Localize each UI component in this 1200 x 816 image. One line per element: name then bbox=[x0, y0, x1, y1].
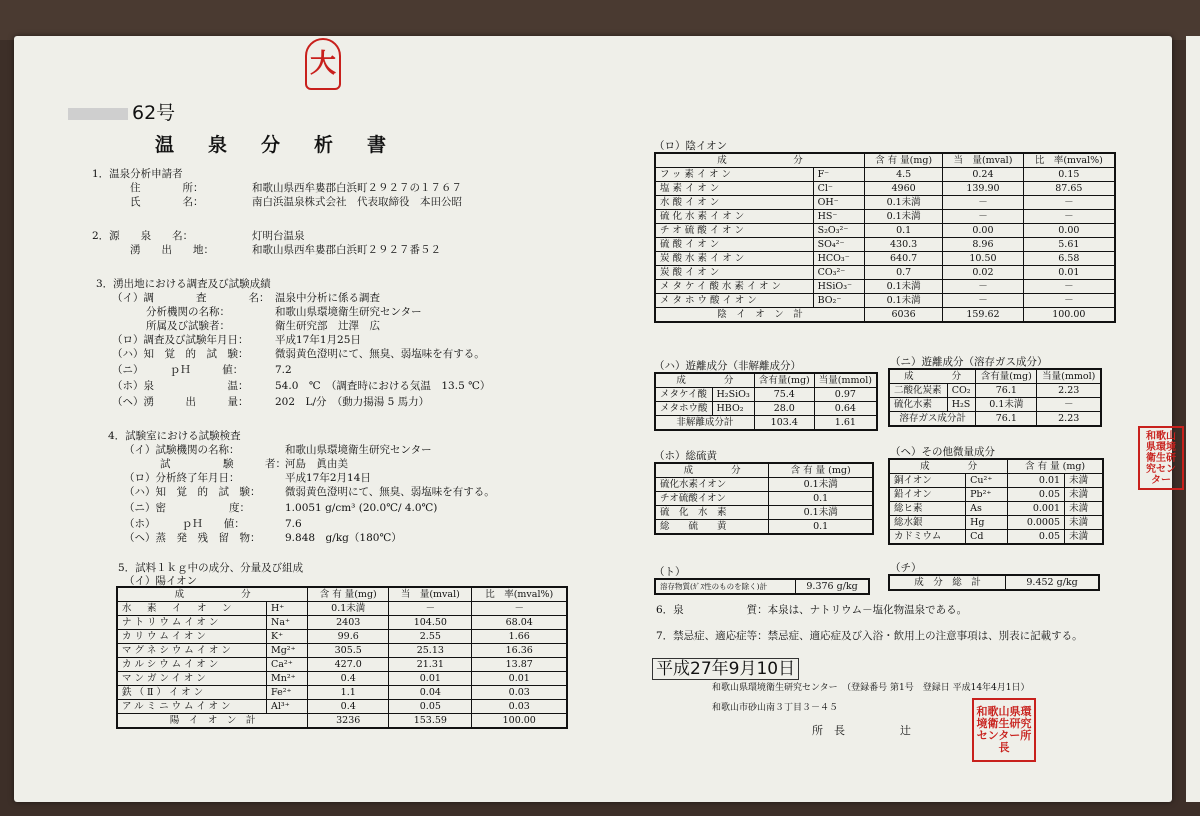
chi-label: （チ） bbox=[890, 562, 922, 574]
adjacent-board bbox=[1186, 36, 1200, 802]
sec1-name: 南白浜温泉株式会社 代表取締役 本田公昭 bbox=[252, 196, 462, 208]
header-cell: 当 量(mval) bbox=[389, 587, 472, 602]
qualifier: 未満 bbox=[1065, 530, 1103, 545]
sulfur-table bbox=[654, 462, 874, 535]
sec4-label: （ロ）分析終了年月日： bbox=[124, 472, 240, 484]
content-mg: 0.1 bbox=[865, 224, 943, 238]
qualifier: 未満 bbox=[1065, 488, 1103, 502]
total-cell: 6036 bbox=[865, 308, 943, 323]
gas-rows bbox=[889, 384, 1101, 412]
ion-symbol: Fe²⁺ bbox=[267, 686, 308, 700]
gas-table bbox=[888, 368, 1102, 427]
ratio-mval-pct: － bbox=[1023, 280, 1115, 294]
content-mg: 0.001 bbox=[1008, 502, 1065, 516]
sec3-heading: 3．湧出地における調査及び試験成績 bbox=[96, 278, 271, 290]
header-cell: 成 分 bbox=[889, 369, 976, 384]
table-total-row bbox=[655, 308, 1115, 323]
table-row bbox=[889, 516, 1103, 530]
formula: CO₂ bbox=[947, 384, 975, 398]
anion-rows bbox=[655, 168, 1115, 308]
anion-heading: （ロ）陰イオン bbox=[654, 140, 728, 152]
ion-symbol: Mg²⁺ bbox=[267, 644, 308, 658]
total-cell: 103.4 bbox=[754, 416, 814, 431]
content-mg: 0.1未満 bbox=[865, 280, 943, 294]
sec3-value: 202 L/分 （動力揚湯 5 馬力） bbox=[275, 396, 430, 408]
ion-symbol: Cl⁻ bbox=[813, 182, 864, 196]
formula: H₂SiO₃ bbox=[712, 388, 754, 402]
dissolved-label: 溶存物質(ｶﾞｽ性のものを除く)計 bbox=[655, 579, 796, 594]
ion-symbol: HS⁻ bbox=[813, 210, 864, 224]
table-row bbox=[117, 616, 567, 630]
ion-symbol: K⁺ bbox=[267, 630, 308, 644]
formula: HBO₂ bbox=[712, 402, 754, 416]
table-row bbox=[655, 224, 1115, 238]
qualifier: 未満 bbox=[1065, 502, 1103, 516]
sec2-place: 和歌山県西牟婁郡白浜町２９２７番５２ bbox=[252, 244, 441, 256]
sec3-label: 分析機関の名称： bbox=[146, 306, 230, 318]
table-header-row bbox=[655, 373, 877, 388]
table-row bbox=[655, 238, 1115, 252]
content-mg: 0.4 bbox=[308, 700, 389, 714]
content-mg: 0.01 bbox=[1008, 474, 1065, 488]
header-cell: 含 有 量(mg) bbox=[308, 587, 389, 602]
table-row bbox=[655, 402, 877, 416]
table-row bbox=[655, 388, 877, 402]
director-seal: 和歌山県環境衛生研究センター所長 bbox=[972, 698, 1036, 762]
component-name: チオ硫酸イオン bbox=[655, 492, 769, 506]
equiv-mval: － bbox=[943, 294, 1023, 308]
sec4-label: 試 験 者： bbox=[160, 458, 286, 470]
ion-name: 水 素 イ オ ン bbox=[117, 602, 267, 616]
sec3-label: （ヘ）湧 出 量： bbox=[112, 396, 249, 408]
header-cell: 当量(mmol) bbox=[1037, 369, 1101, 384]
content-mg: 0.05 bbox=[1008, 530, 1065, 545]
gas-heading: （ニ）遊離成分（溶存ガス成分） bbox=[890, 356, 1048, 368]
ion-symbol: Al³⁺ bbox=[267, 700, 308, 714]
ratio-mval-pct: 5.61 bbox=[1023, 238, 1115, 252]
header-cell: 成 分 bbox=[117, 587, 308, 602]
sec4-label: （ホ） ｐＨ 値： bbox=[124, 518, 245, 530]
sec3-value: 和歌山県環境衛生研究センター bbox=[275, 306, 422, 318]
sec3-label: （ニ） ｐＨ 値： bbox=[112, 364, 244, 376]
content-mg: 0.1未満 bbox=[769, 478, 873, 492]
page-title: 温泉分析書 bbox=[155, 134, 421, 156]
table-total-row bbox=[117, 714, 567, 729]
table-row bbox=[655, 210, 1115, 224]
component-name: 総水銀 bbox=[889, 516, 966, 530]
ratio-mval-pct: － bbox=[472, 602, 567, 616]
total-cell: 1.61 bbox=[814, 416, 877, 431]
total-cell: 153.59 bbox=[389, 714, 472, 729]
equiv-mval: 104.50 bbox=[389, 616, 472, 630]
issue-date: 平成27年9月10日 bbox=[652, 658, 799, 680]
table-header-row bbox=[655, 463, 873, 478]
top-seal: 大 bbox=[305, 38, 341, 90]
anion-table bbox=[654, 152, 1116, 323]
equiv-mval: 25.13 bbox=[389, 644, 472, 658]
ratio-mval-pct: 0.03 bbox=[472, 700, 567, 714]
ion-name: 硫酸イオン bbox=[655, 238, 813, 252]
component-name: 総ヒ素 bbox=[889, 502, 966, 516]
header-cell: 含 有 量 (mg) bbox=[1008, 459, 1103, 474]
table-row bbox=[117, 630, 567, 644]
content-mg: 0.1 bbox=[769, 492, 873, 506]
table-total-row bbox=[655, 416, 877, 431]
trace-table bbox=[888, 458, 1104, 545]
qualifier: 未満 bbox=[1065, 516, 1103, 530]
equiv-mval: 10.50 bbox=[943, 252, 1023, 266]
table-header-row bbox=[889, 369, 1101, 384]
content-mg: 640.7 bbox=[865, 252, 943, 266]
table-row bbox=[655, 520, 873, 535]
grand-total-value: 9.452 g/kg bbox=[1006, 575, 1099, 590]
table-header-row bbox=[117, 587, 567, 602]
sec4-label: （ニ）密 度： bbox=[124, 502, 250, 514]
ion-symbol: F⁻ bbox=[813, 168, 864, 182]
sec3-value: 平成17年1月25日 bbox=[275, 334, 361, 346]
equiv-mval: 0.05 bbox=[389, 700, 472, 714]
sec3-label: （イ）調 査 名： bbox=[112, 292, 270, 304]
content-mg: 4960 bbox=[865, 182, 943, 196]
header-cell: 比 率(mval%) bbox=[1023, 153, 1115, 168]
total-cell: 100.00 bbox=[1023, 308, 1115, 323]
content-mg: 0.1 bbox=[769, 520, 873, 535]
total-cell: 159.62 bbox=[943, 308, 1023, 323]
equiv-mmol: － bbox=[1037, 398, 1101, 412]
sec3-label: （ホ）泉 温： bbox=[112, 380, 249, 392]
ion-name: 炭酸イオン bbox=[655, 266, 813, 280]
total-cell: 100.00 bbox=[472, 714, 567, 729]
content-mg: 427.0 bbox=[308, 658, 389, 672]
total-cell: 3236 bbox=[308, 714, 389, 729]
table-row bbox=[117, 672, 567, 686]
table-row bbox=[655, 252, 1115, 266]
ion-symbol: H⁺ bbox=[267, 602, 308, 616]
nondiss-heading: （ハ）遊離成分（非解離成分） bbox=[654, 360, 801, 372]
symbol: Hg bbox=[966, 516, 1008, 530]
equiv-mval: 8.96 bbox=[943, 238, 1023, 252]
table-row bbox=[655, 294, 1115, 308]
ion-symbol: Na⁺ bbox=[267, 616, 308, 630]
formula: H₂S bbox=[947, 398, 975, 412]
sec4-label: （ヘ）蒸 発 残 留 物： bbox=[124, 532, 261, 544]
ratio-mval-pct: 16.36 bbox=[472, 644, 567, 658]
sec3-label: 所属及び試験者： bbox=[146, 320, 230, 332]
ion-name: チオ硫酸イオン bbox=[655, 224, 813, 238]
grand-total-table bbox=[888, 574, 1100, 591]
table-row bbox=[889, 474, 1103, 488]
ratio-mval-pct: － bbox=[1023, 294, 1115, 308]
content-mg: 4.5 bbox=[865, 168, 943, 182]
sec4-label: （ハ）知 覚 的 試 験： bbox=[124, 486, 261, 498]
header-cell: 成 分 bbox=[655, 153, 865, 168]
org-line: 和歌山県環境衛生研究センター （登録番号 第1号 登録日 平成14年4月1日） bbox=[712, 683, 1030, 693]
total-label: 非解離成分計 bbox=[655, 416, 754, 431]
sec6-text: 6．泉 質：本泉は、ナトリウム－塩化物温泉である。 bbox=[656, 604, 968, 616]
content-mg: 0.1未満 bbox=[769, 506, 873, 520]
ratio-mval-pct: 1.66 bbox=[472, 630, 567, 644]
component-name: 鉛イオン bbox=[889, 488, 966, 502]
content-mg: 0.1未満 bbox=[865, 196, 943, 210]
equiv-mval: 0.01 bbox=[389, 672, 472, 686]
header-cell: 成 分 bbox=[655, 463, 769, 478]
table-row bbox=[117, 686, 567, 700]
nondiss-rows bbox=[655, 388, 877, 416]
ion-name: 炭酸水素イオン bbox=[655, 252, 813, 266]
table-row bbox=[655, 266, 1115, 280]
sulfur-heading: （ホ）総硫黄 bbox=[654, 450, 717, 462]
header-cell: 含 有 量 (mg) bbox=[769, 463, 873, 478]
ratio-mval-pct: 0.03 bbox=[472, 686, 567, 700]
content-mg: 0.1未満 bbox=[308, 602, 389, 616]
org-address: 和歌山市砂山南３丁目３－４５ bbox=[712, 703, 839, 713]
content-mg: 0.1未満 bbox=[865, 210, 943, 224]
ion-name: フッ素イオン bbox=[655, 168, 813, 182]
equiv-mmol: 0.97 bbox=[814, 388, 877, 402]
component-name: 総 硫 黄 bbox=[655, 520, 769, 535]
component-name: 硫化水素 bbox=[889, 398, 947, 412]
component-name: 硫 化 水 素 bbox=[655, 506, 769, 520]
table-row bbox=[655, 478, 873, 492]
component-name: 二酸化炭素 bbox=[889, 384, 947, 398]
component-name: 硫化水素イオン bbox=[655, 478, 769, 492]
ion-name: カルシウムイオン bbox=[117, 658, 267, 672]
ratio-mval-pct: 0.00 bbox=[1023, 224, 1115, 238]
grand-total-label: 成 分 総 計 bbox=[889, 575, 1006, 590]
symbol: Cd bbox=[966, 530, 1008, 545]
sec1-heading: 1．温泉分析申請者 bbox=[92, 168, 183, 180]
sec3-value: 衛生研究部 辻澤 広 bbox=[275, 320, 380, 332]
sec4-heading: 4．試験室における試験検査 bbox=[108, 430, 241, 442]
sec4-value: 微弱黄色澄明にて、無臭、弱塩味を有する。 bbox=[285, 486, 495, 498]
dissolved-value: 9.376 g/kg bbox=[796, 579, 869, 594]
table-header-row bbox=[889, 459, 1103, 474]
content-mg: 0.05 bbox=[1008, 488, 1065, 502]
equiv-mval: － bbox=[943, 280, 1023, 294]
sec4-value: 平成17年2月14日 bbox=[285, 472, 371, 484]
sec2-place-label: 湧 出 地： bbox=[130, 244, 214, 256]
equiv-mval: 0.04 bbox=[389, 686, 472, 700]
ion-name: アルミニウムイオン bbox=[117, 700, 267, 714]
ion-name: ナトリウムイオン bbox=[117, 616, 267, 630]
total-label: 陽 イ オ ン 計 bbox=[117, 714, 308, 729]
sec1-addr: 和歌山県西牟婁郡白浜町２９２７の１７６７ bbox=[252, 182, 462, 194]
table-row bbox=[117, 602, 567, 616]
sec4-value: 和歌山県環境衛生研究センター bbox=[285, 444, 432, 456]
table-row bbox=[655, 579, 869, 594]
sec5-heading: 5．試料１ｋｇ中の成分、分量及び組成 bbox=[118, 562, 304, 574]
equiv-mmol: 2.23 bbox=[1037, 384, 1101, 398]
dissolved-total-table bbox=[654, 578, 870, 595]
to-label: （ト） bbox=[654, 566, 686, 578]
ratio-mval-pct: 0.01 bbox=[472, 672, 567, 686]
ratio-mval-pct: 87.65 bbox=[1023, 182, 1115, 196]
ion-name: 塩素イオン bbox=[655, 182, 813, 196]
qualifier: 未満 bbox=[1065, 474, 1103, 488]
total-cell: 76.1 bbox=[976, 412, 1037, 427]
equiv-mval: 21.31 bbox=[389, 658, 472, 672]
sec1-name-label: 氏 名： bbox=[130, 196, 204, 208]
side-seal: 和歌山県環境衛生研究センター bbox=[1138, 426, 1184, 490]
equiv-mval: 139.90 bbox=[943, 182, 1023, 196]
sec2-heading: 2．源 泉 名： bbox=[92, 230, 194, 242]
ratio-mval-pct: 68.04 bbox=[472, 616, 567, 630]
content-mg: 0.1未満 bbox=[865, 294, 943, 308]
ratio-mval-pct: 6.58 bbox=[1023, 252, 1115, 266]
ion-name: 水酸イオン bbox=[655, 196, 813, 210]
table-row bbox=[117, 644, 567, 658]
content-mg: 0.7 bbox=[865, 266, 943, 280]
equiv-mval: － bbox=[943, 210, 1023, 224]
sec3-value: 7.2 bbox=[275, 364, 292, 376]
header-cell: 比 率(mval%) bbox=[472, 587, 567, 602]
component-name: メタケイ酸 bbox=[655, 388, 712, 402]
content-mg: 2403 bbox=[308, 616, 389, 630]
equiv-mmol: 0.64 bbox=[814, 402, 877, 416]
ion-symbol: BO₂⁻ bbox=[813, 294, 864, 308]
sec3-label: （ハ）知 覚 的 試 験： bbox=[112, 348, 249, 360]
ratio-mval-pct: － bbox=[1023, 196, 1115, 210]
nondiss-table bbox=[654, 372, 878, 431]
content-mg: 75.4 bbox=[754, 388, 814, 402]
content-mg: 28.0 bbox=[754, 402, 814, 416]
sec3-value: 微弱黄色澄明にて、無臭、弱塩味を有する。 bbox=[275, 348, 485, 360]
table-row bbox=[889, 488, 1103, 502]
header-cell: 含有量(mg) bbox=[754, 373, 814, 388]
table-header-row bbox=[655, 153, 1115, 168]
sec2-source: 灯明台温泉 bbox=[252, 230, 305, 242]
table-row bbox=[889, 384, 1101, 398]
symbol: As bbox=[966, 502, 1008, 516]
content-mg: 0.1未満 bbox=[976, 398, 1037, 412]
sec7-text: 7．禁忌症、適応症等：禁忌症、適応症及び入浴・飲用上の注意事項は、別表に記載する。 bbox=[656, 630, 1083, 642]
header-cell: 当量(mmol) bbox=[814, 373, 877, 388]
equiv-mval: － bbox=[389, 602, 472, 616]
ion-name: メタケイ酸水素イオン bbox=[655, 280, 813, 294]
ion-symbol: Mn²⁺ bbox=[267, 672, 308, 686]
table-row bbox=[889, 575, 1099, 590]
ratio-mval-pct: 13.87 bbox=[472, 658, 567, 672]
component-name: 銅イオン bbox=[889, 474, 966, 488]
table-row bbox=[117, 700, 567, 714]
ion-name: マグネシウムイオン bbox=[117, 644, 267, 658]
equiv-mval: 0.00 bbox=[943, 224, 1023, 238]
total-label: 溶存ガス成分計 bbox=[889, 412, 976, 427]
total-label: 陰 イ オ ン 計 bbox=[655, 308, 865, 323]
equiv-mval: － bbox=[943, 196, 1023, 210]
ion-name: 鉄（Ⅱ）イオン bbox=[117, 686, 267, 700]
cation-subheading: （イ）陽イオン bbox=[124, 575, 198, 587]
sec4-value: 7.6 bbox=[285, 518, 302, 530]
ratio-mval-pct: 0.15 bbox=[1023, 168, 1115, 182]
sulfur-rows bbox=[655, 478, 873, 535]
sec1-addr-label: 住 所： bbox=[130, 182, 204, 194]
header-cell: 成 分 bbox=[889, 459, 1008, 474]
ion-name: マンガンイオン bbox=[117, 672, 267, 686]
equiv-mval: 0.24 bbox=[943, 168, 1023, 182]
component-name: カドミウム bbox=[889, 530, 966, 545]
ratio-mval-pct: － bbox=[1023, 210, 1115, 224]
sec4-label: （イ）試験機関の名称： bbox=[124, 444, 240, 456]
content-mg: 99.6 bbox=[308, 630, 389, 644]
header-cell: 含有量(mg) bbox=[976, 369, 1037, 384]
content-mg: 76.1 bbox=[976, 384, 1037, 398]
sec4-value: 9.848 g/kg（180℃） bbox=[285, 532, 402, 544]
director-line: 所 長 辻 bbox=[812, 724, 911, 737]
header-cell: 当 量(mval) bbox=[943, 153, 1023, 168]
trace-rows bbox=[889, 474, 1103, 545]
total-cell: 2.23 bbox=[1037, 412, 1101, 427]
header-cell: 含 有 量(mg) bbox=[865, 153, 943, 168]
table-row bbox=[655, 182, 1115, 196]
table-row bbox=[655, 280, 1115, 294]
content-mg: 0.4 bbox=[308, 672, 389, 686]
ion-symbol: OH⁻ bbox=[813, 196, 864, 210]
component-name: メタホウ酸 bbox=[655, 402, 712, 416]
ion-symbol: S₂O₃²⁻ bbox=[813, 224, 864, 238]
table-row bbox=[889, 530, 1103, 545]
equiv-mval: 2.55 bbox=[389, 630, 472, 644]
sec4-value: 1.0051 g/cm³ (20.0℃/ 4.0℃) bbox=[285, 502, 438, 514]
sec3-value: 54.0 ℃ （調査時における気温 13.5 ℃） bbox=[275, 380, 491, 392]
content-mg: 0.0005 bbox=[1008, 516, 1065, 530]
ion-name: 硫化水素イオン bbox=[655, 210, 813, 224]
table-row bbox=[889, 398, 1101, 412]
content-mg: 430.3 bbox=[865, 238, 943, 252]
ion-name: メタホウ酸イオン bbox=[655, 294, 813, 308]
table-row bbox=[655, 168, 1115, 182]
symbol: Pb²⁺ bbox=[966, 488, 1008, 502]
header-cell: 成 分 bbox=[655, 373, 754, 388]
sec3-value: 温泉中分析に係る調査 bbox=[275, 292, 380, 304]
symbol: Cu²⁺ bbox=[966, 474, 1008, 488]
table-row bbox=[889, 502, 1103, 516]
table-row bbox=[655, 196, 1115, 210]
document-number: 62号 bbox=[68, 98, 175, 125]
ratio-mval-pct: 0.01 bbox=[1023, 266, 1115, 280]
trace-heading: （ヘ）その他微量成分 bbox=[890, 446, 995, 458]
ion-symbol: HCO₃⁻ bbox=[813, 252, 864, 266]
sec4-value: 河島 眞由美 bbox=[285, 458, 348, 470]
cation-table bbox=[116, 586, 568, 729]
table-row bbox=[655, 506, 873, 520]
ion-symbol: HSiO₃⁻ bbox=[813, 280, 864, 294]
ion-symbol: Ca²⁺ bbox=[267, 658, 308, 672]
table-row bbox=[117, 658, 567, 672]
content-mg: 1.1 bbox=[308, 686, 389, 700]
content-mg: 305.5 bbox=[308, 644, 389, 658]
sec3-label: （ロ）調査及び試験年月日： bbox=[112, 334, 249, 346]
ion-symbol: CO₃²⁻ bbox=[813, 266, 864, 280]
table-total-row bbox=[889, 412, 1101, 427]
wall-frame bbox=[0, 0, 1200, 40]
table-row bbox=[655, 492, 873, 506]
ion-symbol: SO₄²⁻ bbox=[813, 238, 864, 252]
cation-rows bbox=[117, 602, 567, 714]
equiv-mval: 0.02 bbox=[943, 266, 1023, 280]
ion-name: カリウムイオン bbox=[117, 630, 267, 644]
